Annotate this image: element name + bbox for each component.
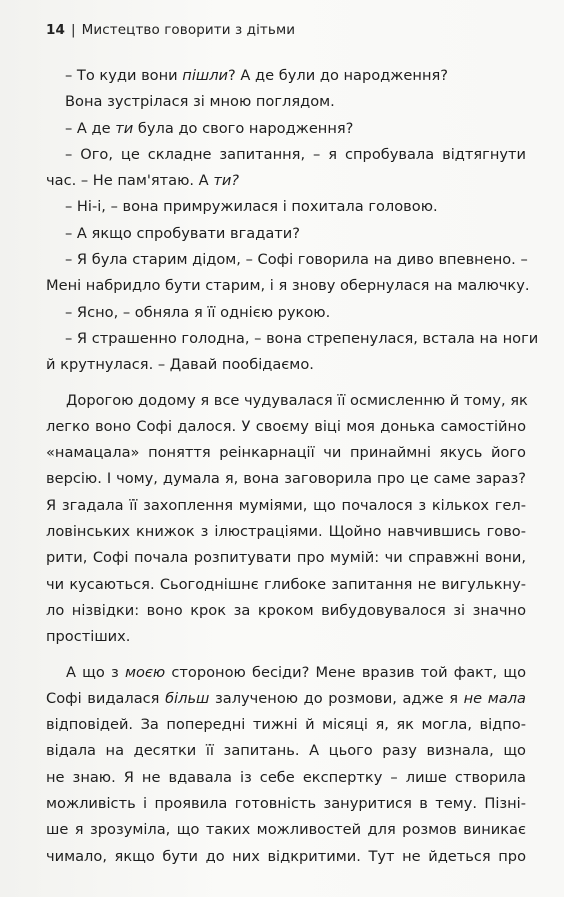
text-span: рити, Софі почала розпитувати про мумій: чи справжні вони, xyxy=(46,549,526,567)
text-span: Софі видалася xyxy=(46,689,166,707)
text-span: час. – Не пам'ятаю. А xyxy=(46,172,214,190)
text-line xyxy=(46,326,539,352)
text-span: Дорогою додому я все чудувалася її осмисленню й тому, як xyxy=(66,391,528,409)
page-number: 14 xyxy=(46,22,65,38)
text-line xyxy=(46,273,530,299)
text-span: «намацала» поняття реінкарнації чи принаймні якусь його xyxy=(46,444,526,462)
text-line xyxy=(46,791,526,817)
text-span: не знаю. Я не вдавала із себе експертку – лише створила xyxy=(46,768,526,786)
text-line xyxy=(46,493,526,519)
text-line xyxy=(46,414,526,440)
text-span: Я згадала її захоплення муміями, що почалося з кількох гел- xyxy=(46,496,526,514)
header-separator: | xyxy=(71,22,76,38)
text-span: А що з xyxy=(66,663,125,681)
text-line xyxy=(46,247,526,273)
text-span: ше я зрозуміла, що таких можливостей для розмов виникає xyxy=(46,821,526,839)
running-header xyxy=(46,22,295,38)
text-line xyxy=(46,466,526,492)
text-line xyxy=(46,89,526,115)
text-line xyxy=(46,388,526,414)
text-span: – Ні-і, – вона примружилася і похитала головою. xyxy=(65,198,438,216)
text-span: легко воно Софі далося. У своєму віці моя донька самостійно xyxy=(46,417,526,435)
text-span: чимало, якщо бути до них відкритими. Тут не йдеться про xyxy=(46,847,526,865)
text-line xyxy=(46,572,526,598)
text-line xyxy=(46,660,526,686)
text-span: – Ясно, – обняла я її однією рукою. xyxy=(65,303,331,321)
text-line xyxy=(46,712,526,738)
text-line xyxy=(46,624,526,650)
text-line xyxy=(46,440,526,466)
text-span: – То куди вони xyxy=(65,67,183,84)
text-span: стороною бесіди? Мене вразив той факт, що xyxy=(165,663,526,681)
text-line xyxy=(46,63,526,89)
text-line xyxy=(46,300,526,326)
text-span: – Я страшенно голодна, – вона стрепенулася, встала на ноги xyxy=(65,329,539,347)
text-span: ло нізвідки: воно крок за кроком вибудовувалося зі значно xyxy=(46,601,526,619)
text-line xyxy=(46,116,526,142)
book-title: Мистецтво говорити з дітьми xyxy=(81,22,296,38)
text-line xyxy=(46,686,526,712)
text-span: – Ого, це складне запитання, – я спробувала відтягнути xyxy=(65,145,526,163)
text-line xyxy=(46,545,526,571)
text-line xyxy=(46,168,526,194)
text-line xyxy=(46,844,526,870)
text-span: Вона зустрілася зі мною поглядом. xyxy=(65,93,335,111)
italic-text: пішли xyxy=(182,67,229,84)
text-span: й крутнулася. – Давай пообідаємо. xyxy=(46,356,314,374)
text-line xyxy=(46,519,526,545)
text-line xyxy=(46,221,526,247)
italic-text: ти? xyxy=(213,172,240,190)
italic-text: моєю xyxy=(124,663,166,681)
text-span: – А де xyxy=(65,119,116,137)
text-line xyxy=(46,765,526,791)
text-line xyxy=(46,738,526,764)
text-span: Мені набридло бути старим, і я знову обернулася на малючку. xyxy=(46,277,530,295)
text-span: ловінських книжок з ілюстраціями. Щойно навчившись гово- xyxy=(46,523,526,541)
italic-text: не мала xyxy=(463,689,526,707)
text-span: чи кусаються. Сьогоднішнє глибоке запитання не вигулькну- xyxy=(46,575,526,593)
text-span: – Я була старим дідом, – Софі говорила на диво впевнено. – xyxy=(65,251,528,269)
italic-text: ти xyxy=(115,119,134,137)
text-span: була до свого народження? xyxy=(133,119,354,137)
text-line xyxy=(46,598,526,624)
text-span: відповідей. За попередні тижні й місяці я, як могла, відпо- xyxy=(46,716,526,734)
text-span: можливість і проявила готовність зануритися в тему. Пізні- xyxy=(46,795,526,813)
text-span: ? А де були до народження? xyxy=(228,67,449,84)
text-line xyxy=(46,817,526,843)
text-line xyxy=(46,352,526,378)
text-line xyxy=(46,142,526,168)
text-span: залученою до розмови, адже я xyxy=(209,689,464,707)
text-line xyxy=(46,194,526,220)
body-text xyxy=(46,63,539,870)
text-span: – А якщо спробувати вгадати? xyxy=(65,224,301,242)
text-span: простіших. xyxy=(46,628,131,646)
text-span: версію. І чому, думала я, вона заговорила про це саме зараз? xyxy=(46,470,526,488)
text-span: відала на десятки її запитань. А цього разу визнала, що xyxy=(46,742,526,760)
italic-text: більш xyxy=(165,689,210,707)
